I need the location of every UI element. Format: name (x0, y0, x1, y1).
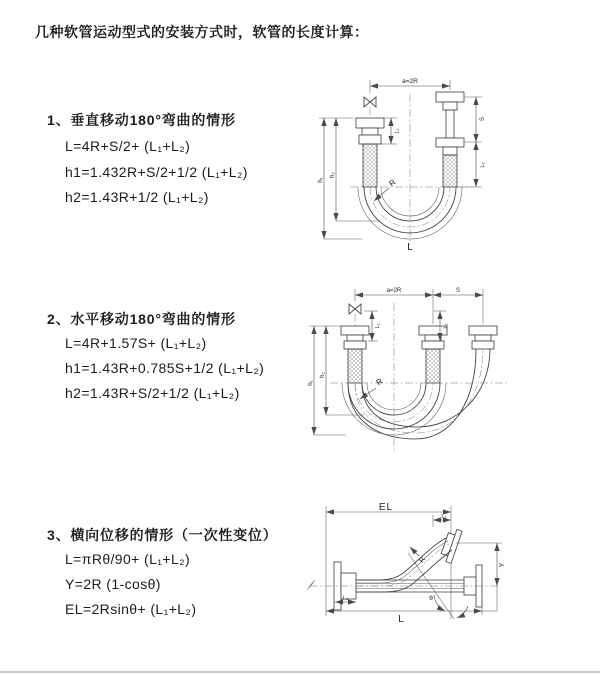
radius-label: R (418, 556, 428, 565)
section-1-formula-h1: h1=1.432R+S/2+1/2 (L₁+L₂) (65, 164, 248, 180)
dim-l1-label: L₁ (394, 128, 401, 134)
dim-l2-label: L₂ (480, 162, 486, 168)
braided-hose-section (363, 144, 377, 187)
section-2-formula-h1: h1=1.43R+0.785S+1/2 (L₁+L₂) (65, 360, 265, 376)
dim-el-label: EL (378, 502, 394, 513)
braided-hose-section (348, 349, 362, 383)
dim-h2-label: h₂ (330, 172, 336, 178)
section-3-formula-el: EL=2Rsinθ+ (L₁+L₂) (65, 601, 197, 617)
section-1-formula-h2: h2=1.43R+1/2 (L₁+L₂) (65, 189, 209, 205)
right-pipe-fitting (436, 92, 464, 187)
braided-hose-section (426, 349, 440, 383)
angle-theta-label: θ (429, 595, 433, 602)
dim-a2r (370, 78, 450, 93)
middle-pipe-fitting (419, 326, 447, 383)
section-3-heading: 3、横向位移的情形（一次性变位） (47, 527, 278, 543)
dim-a2r-label: a=2R (402, 78, 418, 85)
dim-a2r-label: a=2R (386, 288, 402, 294)
valve-icon (349, 304, 361, 326)
dim-l2-label: L₂ (441, 514, 447, 520)
valve-icon (364, 97, 376, 118)
diagram-lateral-displacement (298, 498, 598, 656)
dim-l1-label: L₁ (343, 595, 348, 602)
centerline-break-mark (307, 580, 315, 590)
diagram-vertical-180-bend (310, 72, 600, 257)
left-pipe-fitting (341, 326, 369, 383)
dim-l2 (457, 142, 486, 187)
dim-h1-label: h₁ (318, 177, 324, 183)
section-2-heading: 2、水平移动180°弯曲的情形 (47, 311, 236, 327)
dim-s (433, 288, 483, 324)
right-pipe-fitting (469, 326, 497, 349)
diagram-horizontal-180-bend (300, 283, 600, 463)
dim-s-label: S (480, 116, 486, 122)
page-bottom-edge (0, 671, 600, 673)
section-3-formula-y: Y=2R (1-cosθ) (65, 576, 161, 592)
hose-displaced-position (356, 538, 452, 592)
dim-l2 (433, 514, 451, 527)
radius-label: R (387, 177, 398, 189)
dim-l-label: L (398, 614, 404, 625)
dim-s (464, 97, 486, 142)
dim-y-label: Y (499, 562, 506, 568)
dim-h1 (308, 326, 346, 435)
section-3-formula-l: L=πRθ/90+ (L₁+L₂) (65, 551, 191, 567)
length-label: L (407, 242, 413, 253)
braided-hose-section (443, 155, 457, 187)
dim-l2-label: L₂ (443, 323, 449, 329)
page-title: 几种软管运动型式的安装方式时，软管的长度计算： (35, 24, 369, 40)
dim-s-label: S (455, 288, 461, 294)
radius-callout (410, 547, 427, 564)
section-1-formula-l: L=4R+S/2+ (L₁+L₂) (65, 138, 191, 154)
section-2-formula-l: L=4R+1.57S+ (L₁+L₂) (65, 335, 207, 351)
dim-l1-label: L₁ (375, 323, 381, 329)
upper-flange-fitting (439, 527, 462, 563)
dim-h1-label: h₁ (308, 380, 314, 386)
section-2-formula-h2: h2=1.43R+S/2+1/2 (L₁+L₂) (65, 385, 240, 401)
left-pipe-fitting (356, 118, 384, 187)
radius-label: R (374, 376, 385, 388)
section-1-heading: 1、垂直移动180°弯曲的情形 (47, 112, 236, 128)
dim-h2-label: h₂ (320, 372, 326, 378)
